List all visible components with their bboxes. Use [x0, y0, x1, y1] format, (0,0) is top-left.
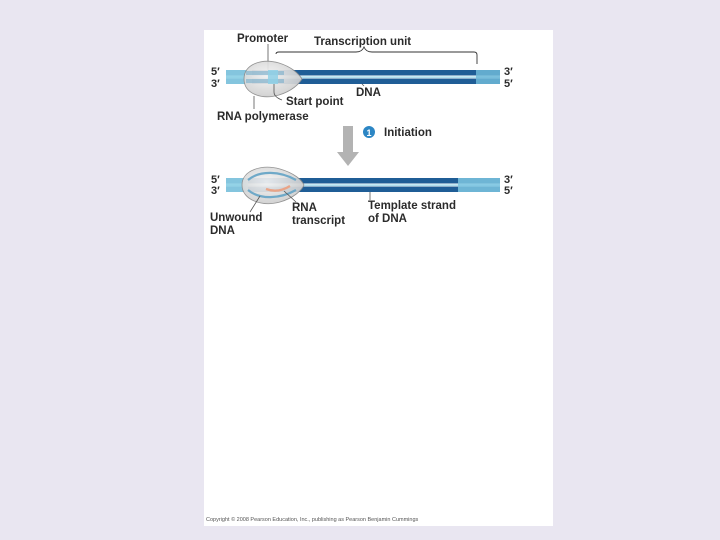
five-prime-bottom-right-lower: 5′	[504, 185, 513, 197]
transcription-unit-bracket	[276, 47, 477, 64]
dna-label: DNA	[356, 87, 381, 99]
three-prime-bottom-left-lower: 3′	[211, 185, 220, 197]
three-prime-bottom-left: 3′	[211, 78, 220, 90]
three-prime-top-right: 3′	[504, 66, 513, 78]
rna-transcript-label-line2: transcript	[292, 215, 346, 227]
transcription-diagram	[204, 30, 553, 526]
unwound-dna-label-line1: Unwound	[210, 212, 263, 224]
promoter-label: Promoter	[237, 33, 289, 45]
transcription-unit-label: Transcription unit	[314, 36, 412, 48]
unwound-dna-label-line2: DNA	[210, 225, 235, 237]
three-prime-top-right-lower: 3′	[504, 174, 513, 186]
initiation-label: Initiation	[384, 127, 432, 139]
five-prime-top-left-lower: 5′	[211, 174, 220, 186]
copyright-notice: Copyright © 2008 Pearson Education, Inc., publishing as Pearson Benjamin Cummings	[206, 517, 419, 523]
five-prime-top-left: 5′	[211, 66, 220, 78]
start-point-label: Start point	[286, 96, 344, 108]
figure-slide	[204, 30, 553, 526]
step-down-arrow	[337, 126, 359, 166]
template-strand-label-line1: Template strand	[368, 200, 456, 212]
five-prime-bottom-right: 5′	[504, 78, 513, 90]
start-point-marker	[268, 70, 278, 84]
template-strand-label-line2: of DNA	[368, 213, 407, 225]
rna-polymerase-label: RNA polymerase	[217, 111, 309, 123]
step-number: 1	[366, 128, 372, 138]
rna-transcript-label-line1: RNA	[292, 202, 317, 214]
